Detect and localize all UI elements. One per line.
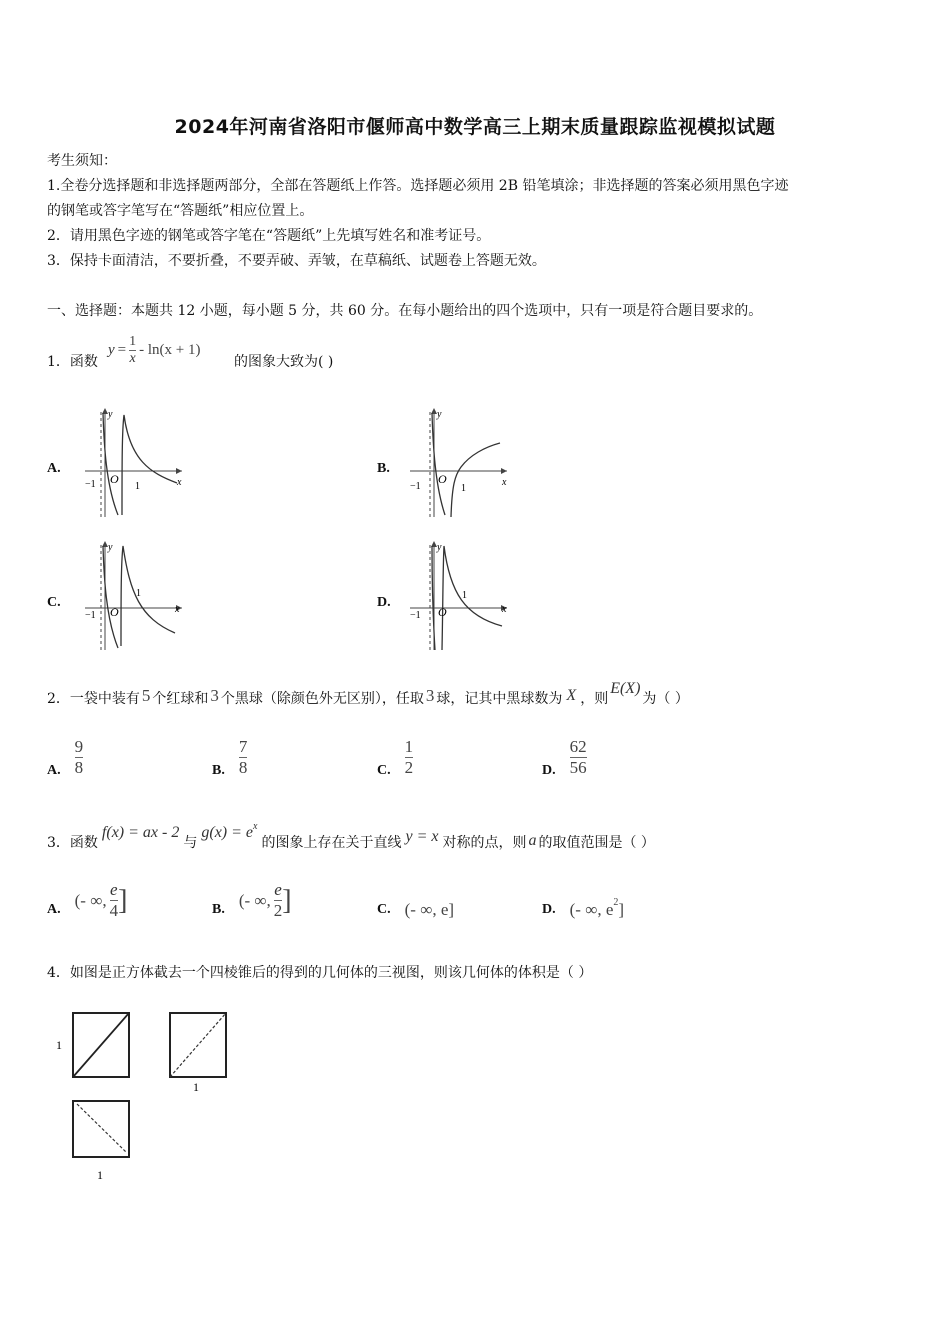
top-view-label: 1 xyxy=(97,1168,103,1182)
svg-text:O: O xyxy=(438,605,447,619)
q1-option-b-label[interactable]: B. xyxy=(377,461,390,476)
svg-text:y: y xyxy=(437,542,442,553)
q1-graph-d[interactable] xyxy=(405,538,515,653)
svg-text:1: 1 xyxy=(136,588,141,599)
notice-item-2: 2．请用黑色字迹的钢笔或答字笔在“答题纸”上先填写姓名和准考证号。 xyxy=(47,228,491,244)
x-label: x xyxy=(177,477,182,488)
q2-stem: 2．一袋中装有 5 个红球和 3 个黑球（除颜色外无区别），任取 3 球，记其中黑球数为 X ，则 E(X) 为（ ） xyxy=(47,680,689,707)
q3-option-a[interactable]: A. (- ∞, $\frac{e}{4}$ ] xyxy=(47,880,128,920)
q1-graph-b[interactable] xyxy=(405,405,515,520)
q1-option-c-label[interactable]: C. xyxy=(47,595,61,610)
one-label: 1 xyxy=(135,481,140,492)
q1-graph-a[interactable] xyxy=(80,405,190,520)
q4-three-views xyxy=(40,1005,260,1195)
q4-stem: 4．如图是正方体截去一个四棱锥后的得到的几何体的三视图，则该几何体的体积是（ ） xyxy=(47,965,593,981)
front-view xyxy=(73,1013,129,1077)
q1-fraction: $\frac{1}{x}$ xyxy=(129,333,137,366)
q1-prefix: 1．函数 xyxy=(47,354,98,370)
svg-text:−1: −1 xyxy=(85,610,96,621)
svg-text:1: 1 xyxy=(461,483,466,494)
y-label: y xyxy=(108,409,113,420)
q1-suffix: 的图象大致为( ) xyxy=(234,354,334,370)
svg-text:1: 1 xyxy=(462,590,467,601)
q2-option-a[interactable]: A. $\frac{9}{8}$ xyxy=(47,736,84,778)
origin-label: O xyxy=(110,472,119,486)
q2-option-c[interactable]: C. $\frac{1}{2}$ xyxy=(377,736,414,778)
svg-text:O: O xyxy=(110,605,119,619)
section-heading: 一、选择题：本题共 12 小题，每小题 5 分，共 60 分。在每小题给出的四个选项中，只有一项是符合题目要求的。 xyxy=(47,303,763,319)
q1-option-a-label[interactable]: A. xyxy=(47,461,61,476)
page-title: 2024年河南省洛阳市偃师高中数学高三上期末质量跟踪监视模拟试题 xyxy=(174,116,776,138)
q3-option-b[interactable]: B. (- ∞, $\frac{e}{2}$ ] xyxy=(212,880,292,920)
side-view xyxy=(170,1013,226,1077)
svg-text:x: x xyxy=(502,477,507,488)
notice-heading: 考生须知： xyxy=(47,153,117,169)
q3-option-d[interactable]: D. (- ∞, e 2 ] xyxy=(542,896,625,919)
q1-formula: y = $\frac{1}{x}$ - ln(x + 1) xyxy=(108,333,201,366)
notice-item-1: 1.全卷分选择题和非选择题两部分，全部在答题纸上作答。选择题必须用 2B 铅笔填涂；非选择题的答案必须用黑色字迹 xyxy=(47,178,789,194)
side-view-label: 1 xyxy=(193,1080,199,1094)
notice-item-3: 3．保持卡面清洁，不要折叠，不要弄破、弄皱，在草稿纸、试题卷上答题无效。 xyxy=(47,253,546,269)
svg-text:x: x xyxy=(175,604,180,615)
svg-text:O: O xyxy=(438,472,447,486)
svg-text:x: x xyxy=(502,604,507,615)
q3-stem: 3．函数 f(x) = ax - 2 与 g(x) = e x 的图象上存在关于直线 y = x 对称的点，则 a 的取值范围是（ ） xyxy=(47,821,655,851)
notice-item-1-cont: 的钢笔或答字笔写在“答题纸”相应位置上。 xyxy=(47,203,314,219)
q2-option-d[interactable]: D. $\frac{62}{56}$ xyxy=(542,736,587,778)
svg-text:y: y xyxy=(437,409,442,420)
q1-graph-c[interactable] xyxy=(80,538,190,653)
svg-text:−1: −1 xyxy=(410,610,421,621)
q2-option-b[interactable]: B. $\frac{7}{8}$ xyxy=(212,736,248,778)
svg-text:−1: −1 xyxy=(410,481,421,492)
front-view-label: 1 xyxy=(56,1038,62,1052)
q1-option-d-label[interactable]: D. xyxy=(377,595,391,610)
q3-option-c[interactable]: C. (- ∞, e] xyxy=(377,900,455,919)
svg-text:y: y xyxy=(108,542,113,553)
top-view xyxy=(73,1101,129,1157)
neg-one-label: −1 xyxy=(85,479,96,490)
